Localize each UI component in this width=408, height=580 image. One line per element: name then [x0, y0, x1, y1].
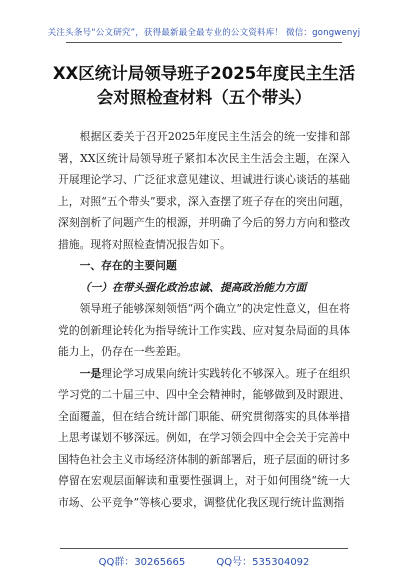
intro-paragraph: 根据区委关于召开2025年度民主生活会的统一安排和部署，XX区统计局领导班子紧扣本次民主生活会主题，在深入开展理论学习、广泛征求意见建议、坦诚进行谈心谈话的基础上，对照“五个带头”要求，深入查摆了班子存在的突出问题，深刻剖析了问题产生的根源，并明确了今后的努力方向和整改措施。现将对照检查情况报告如下。: [58, 130, 350, 251]
point-text: 理论学习成果向统计实践转化不够深入。班子在组织学习党的二十届三中、四中全会精神时，能够做到及时跟进、全面覆盖，但在结合统计部门职能、研究贯彻落实的具体举措上思考谋划不够深远。例如，在学习领会四中全会关于完善中国特色社会主义市场经济体制的新部署后，班子层面的研讨多停留在宏观层面解读和重要性强调上，对于如何围绕“统一大市场、公平竞争”等核心要求，调整优化我区现行统计监测指: [58, 366, 351, 509]
point-lead: 一是: [79, 366, 102, 380]
body-paragraph-point: [58, 363, 350, 514]
subsection-heading: （一）在带头强化政治忠诚、提高政治能力方面: [79, 280, 307, 294]
document-title: [40, 62, 368, 110]
document-body: [58, 126, 350, 513]
body-paragraph: 领导班子能够深刻领悟“两个确立”的决定性意义，但在将党的创新理论转化为指导统计工作实践、应对复杂局面的具体能力上，仍存在一些差距。: [58, 302, 350, 358]
title-line-2: 会对照检查材料（五个带头）: [96, 88, 312, 107]
page-footer: [0, 553, 408, 568]
section-heading: 一、存在的主要问题: [79, 259, 177, 272]
title-line-1: XX区统计局领导班子2025年度民主生活: [52, 64, 356, 83]
footer-qq-number: QQ号：535304092: [216, 557, 310, 568]
footer-qq-group: QQ群：30265665: [98, 557, 186, 568]
header-note: 关注头条号“公文研究”，获得最新最全最专业的公文资料库！ 微信：gongwenyj: [47, 28, 361, 38]
page-header: [0, 0, 408, 46]
footer-divider: [60, 548, 348, 549]
header-divider: [66, 42, 342, 43]
